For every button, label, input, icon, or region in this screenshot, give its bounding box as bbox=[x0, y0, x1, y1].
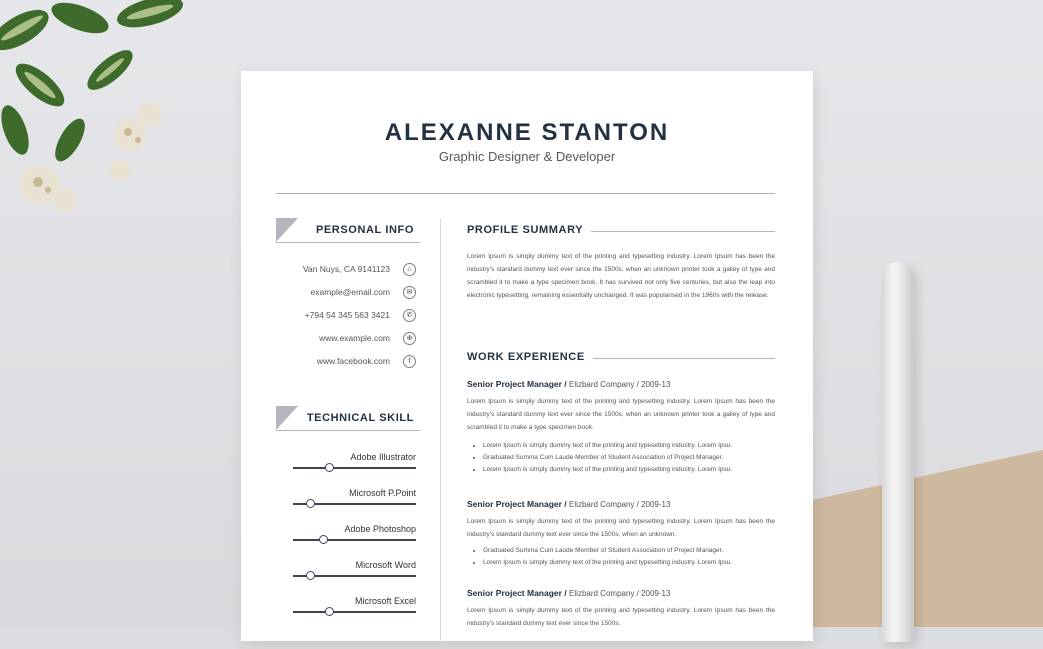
job-bullet: • Graduated Summa Cum Laude Member of Student Association of Project Manager. bbox=[483, 452, 791, 464]
skill-name: Adobe Photoshop bbox=[344, 524, 416, 534]
skill-item bbox=[293, 524, 416, 546]
job-title bbox=[467, 588, 775, 598]
contact-item bbox=[276, 263, 420, 277]
job-company: Elizbard Company / 2009-13 bbox=[569, 500, 671, 509]
skill-item bbox=[293, 488, 416, 510]
contact-address: Van Nuys, CA 9141123 bbox=[302, 264, 390, 274]
job-title bbox=[467, 379, 775, 389]
work-experience-heading: WORK EXPERIENCE bbox=[467, 351, 775, 365]
job-bullet: • Graduated Summa Cum Laude Member of Student Association of Project Manager. bbox=[483, 545, 791, 557]
contact-item bbox=[276, 286, 420, 300]
job-description: Lorem Ipsum is simply dummy text of the printing and typesetting industry. Lorem Ipsum has been the industry's standard dummy text ever since the 1500s, when an unknown printer took a galley of type and scrambled it to make a type specimen book. bbox=[467, 398, 775, 431]
job-bullet: • Lorem Ipsum is simply dummy text of the printing and typesetting industry. Lorem Ipsu. bbox=[483, 557, 791, 569]
job-position: Senior Project Manager / bbox=[467, 499, 567, 509]
header-divider bbox=[276, 193, 775, 194]
skill-level-marker bbox=[306, 571, 315, 580]
job-description: Lorem Ipsum is simply dummy text of the printing and typesetting industry. Lorem Ipsum has been the industry's standard dummy text ever since the 1500s. bbox=[467, 607, 775, 627]
job-bullets bbox=[467, 440, 791, 476]
skill-name: Microsoft P.Point bbox=[349, 488, 416, 498]
skill-item bbox=[293, 452, 416, 474]
job-position: Senior Project Manager / bbox=[467, 588, 567, 598]
resume-name: ALEXANNE STANTON bbox=[384, 119, 670, 146]
skill-level-marker bbox=[319, 535, 328, 544]
contact-item bbox=[276, 309, 420, 323]
location-icon: ⌂ bbox=[403, 263, 416, 276]
contact-phone: +794 54 345 563 3421 bbox=[304, 310, 390, 320]
job-company: Elizbard Company / 2009-13 bbox=[569, 589, 671, 598]
job-bullets bbox=[467, 545, 791, 569]
skill-track bbox=[293, 611, 416, 613]
skill-track bbox=[293, 467, 416, 469]
skill-level-marker bbox=[325, 463, 334, 472]
technical-skill-heading: TECHNICAL SKILL bbox=[276, 406, 420, 431]
job-company: Elizbard Company / 2009-13 bbox=[569, 380, 671, 389]
skill-name: Microsoft Excel bbox=[354, 596, 416, 606]
contact-facebook: www.facebook.com bbox=[316, 356, 390, 366]
heading-corner-mark bbox=[276, 218, 298, 242]
resume-sheet bbox=[241, 71, 813, 641]
skill-item bbox=[293, 560, 416, 582]
skill-track bbox=[293, 539, 416, 541]
plant-decoration bbox=[0, 0, 215, 225]
contact-item bbox=[276, 332, 420, 346]
job-title bbox=[467, 499, 775, 509]
heading-corner-mark bbox=[276, 406, 298, 430]
skill-item bbox=[293, 596, 416, 618]
profile-summary-heading: PROFILE SUMMARY bbox=[467, 224, 775, 238]
phone-icon: ✆ bbox=[403, 309, 416, 322]
profile-summary-text: Lorem Ipsum is simply dummy text of the printing and typesetting industry. Lorem Ipsum has been the industry's standard dummy text ever since the 1500s, when an unknown printer took a galley of type and scrambled it to make a type specimen book. It has survived not only five centuries, but also the leap into electronic typesetting, remaining essentially unchanged. It was popularised in the 1960s with the release. bbox=[467, 253, 775, 299]
contact-website: www.example.com bbox=[319, 333, 390, 343]
job-description: Lorem Ipsum is simply dummy text of the printing and typesetting industry. Lorem Ipsum has been the industry's standard dummy text ever since the 1500s, when an unknown. bbox=[467, 518, 775, 538]
skill-level-marker bbox=[306, 499, 315, 508]
contact-item bbox=[276, 355, 420, 369]
skill-level-marker bbox=[325, 607, 334, 616]
email-icon: ✉ bbox=[403, 286, 416, 299]
web-icon: ⊕ bbox=[403, 332, 416, 345]
facebook-icon: f bbox=[403, 355, 416, 368]
pencil bbox=[882, 262, 914, 642]
column-divider bbox=[440, 219, 441, 649]
job-bullet: • Lorem Ipsum is simply dummy text of the printing and typesetting industry. Lorem Ipsu. bbox=[483, 464, 791, 476]
job-position: Senior Project Manager / bbox=[467, 379, 567, 389]
contact-email: example@email.com bbox=[310, 287, 390, 297]
skill-name: Adobe Illustrator bbox=[350, 452, 416, 462]
job-bullet: • Lorem Ipsum is simply dummy text of the printing and typesetting industry. Lorem Ipsu. bbox=[483, 440, 791, 452]
resume-job-title: Graphic Designer & Developer bbox=[438, 149, 616, 164]
skill-name: Microsoft Word bbox=[355, 560, 416, 570]
personal-info-heading: PERSONAL INFO bbox=[276, 218, 420, 243]
